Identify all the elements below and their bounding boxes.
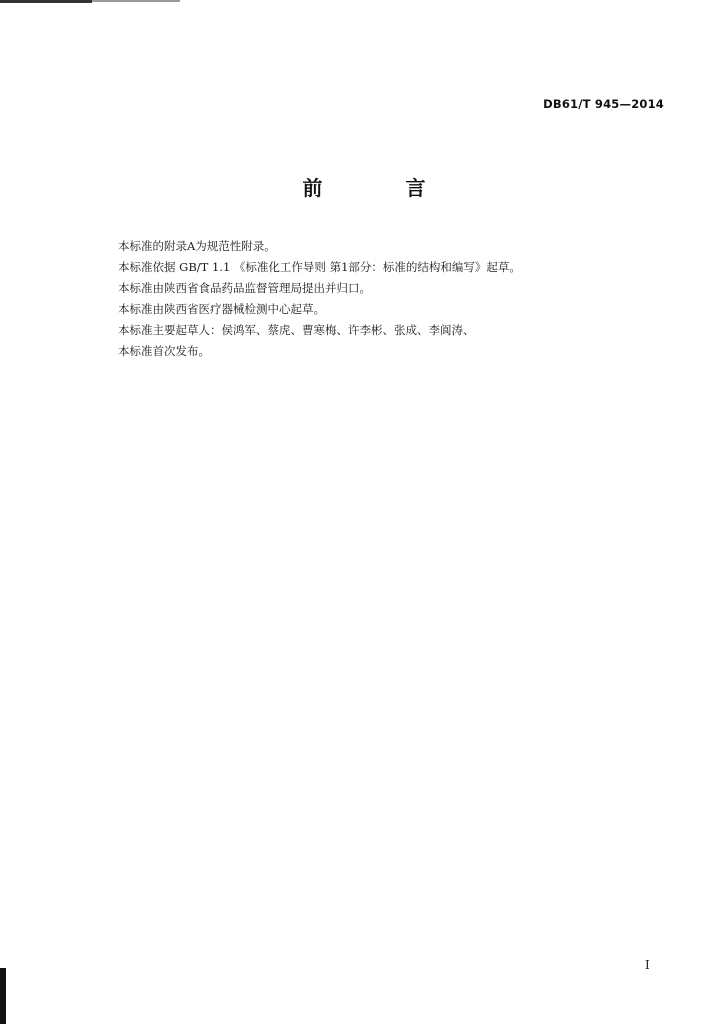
paragraph-drafters: 本标准主要起草人：侯鸿军、蔡虎、曹寒梅、许李彬、张成、李阆涛、 (118, 323, 475, 337)
paragraph-first-release: 本标准首次发布。 (118, 344, 210, 358)
page-title: 前 言 (302, 176, 464, 200)
foreword-body (118, 236, 678, 362)
scan-edge-mark-left (0, 968, 6, 1024)
paragraph-proposer: 本标准由陕西省食品药品监督管理局提出并归口。 (118, 281, 371, 295)
paragraph-drafting-unit: 本标准由陕西省医疗器械检测中心起草。 (118, 302, 325, 316)
page-number: I (645, 958, 650, 972)
document-code: DB61/T 945—2014 (543, 97, 664, 111)
paragraph-drafting-basis: 本标准依据 GB/T 1.1 《标准化工作导则 第1部分：标准的结构和编写》起草。 (118, 260, 521, 274)
paragraph-annex: 本标准的附录A为规范性附录。 (118, 239, 276, 253)
scan-edge-mark-top-bold (0, 0, 92, 3)
